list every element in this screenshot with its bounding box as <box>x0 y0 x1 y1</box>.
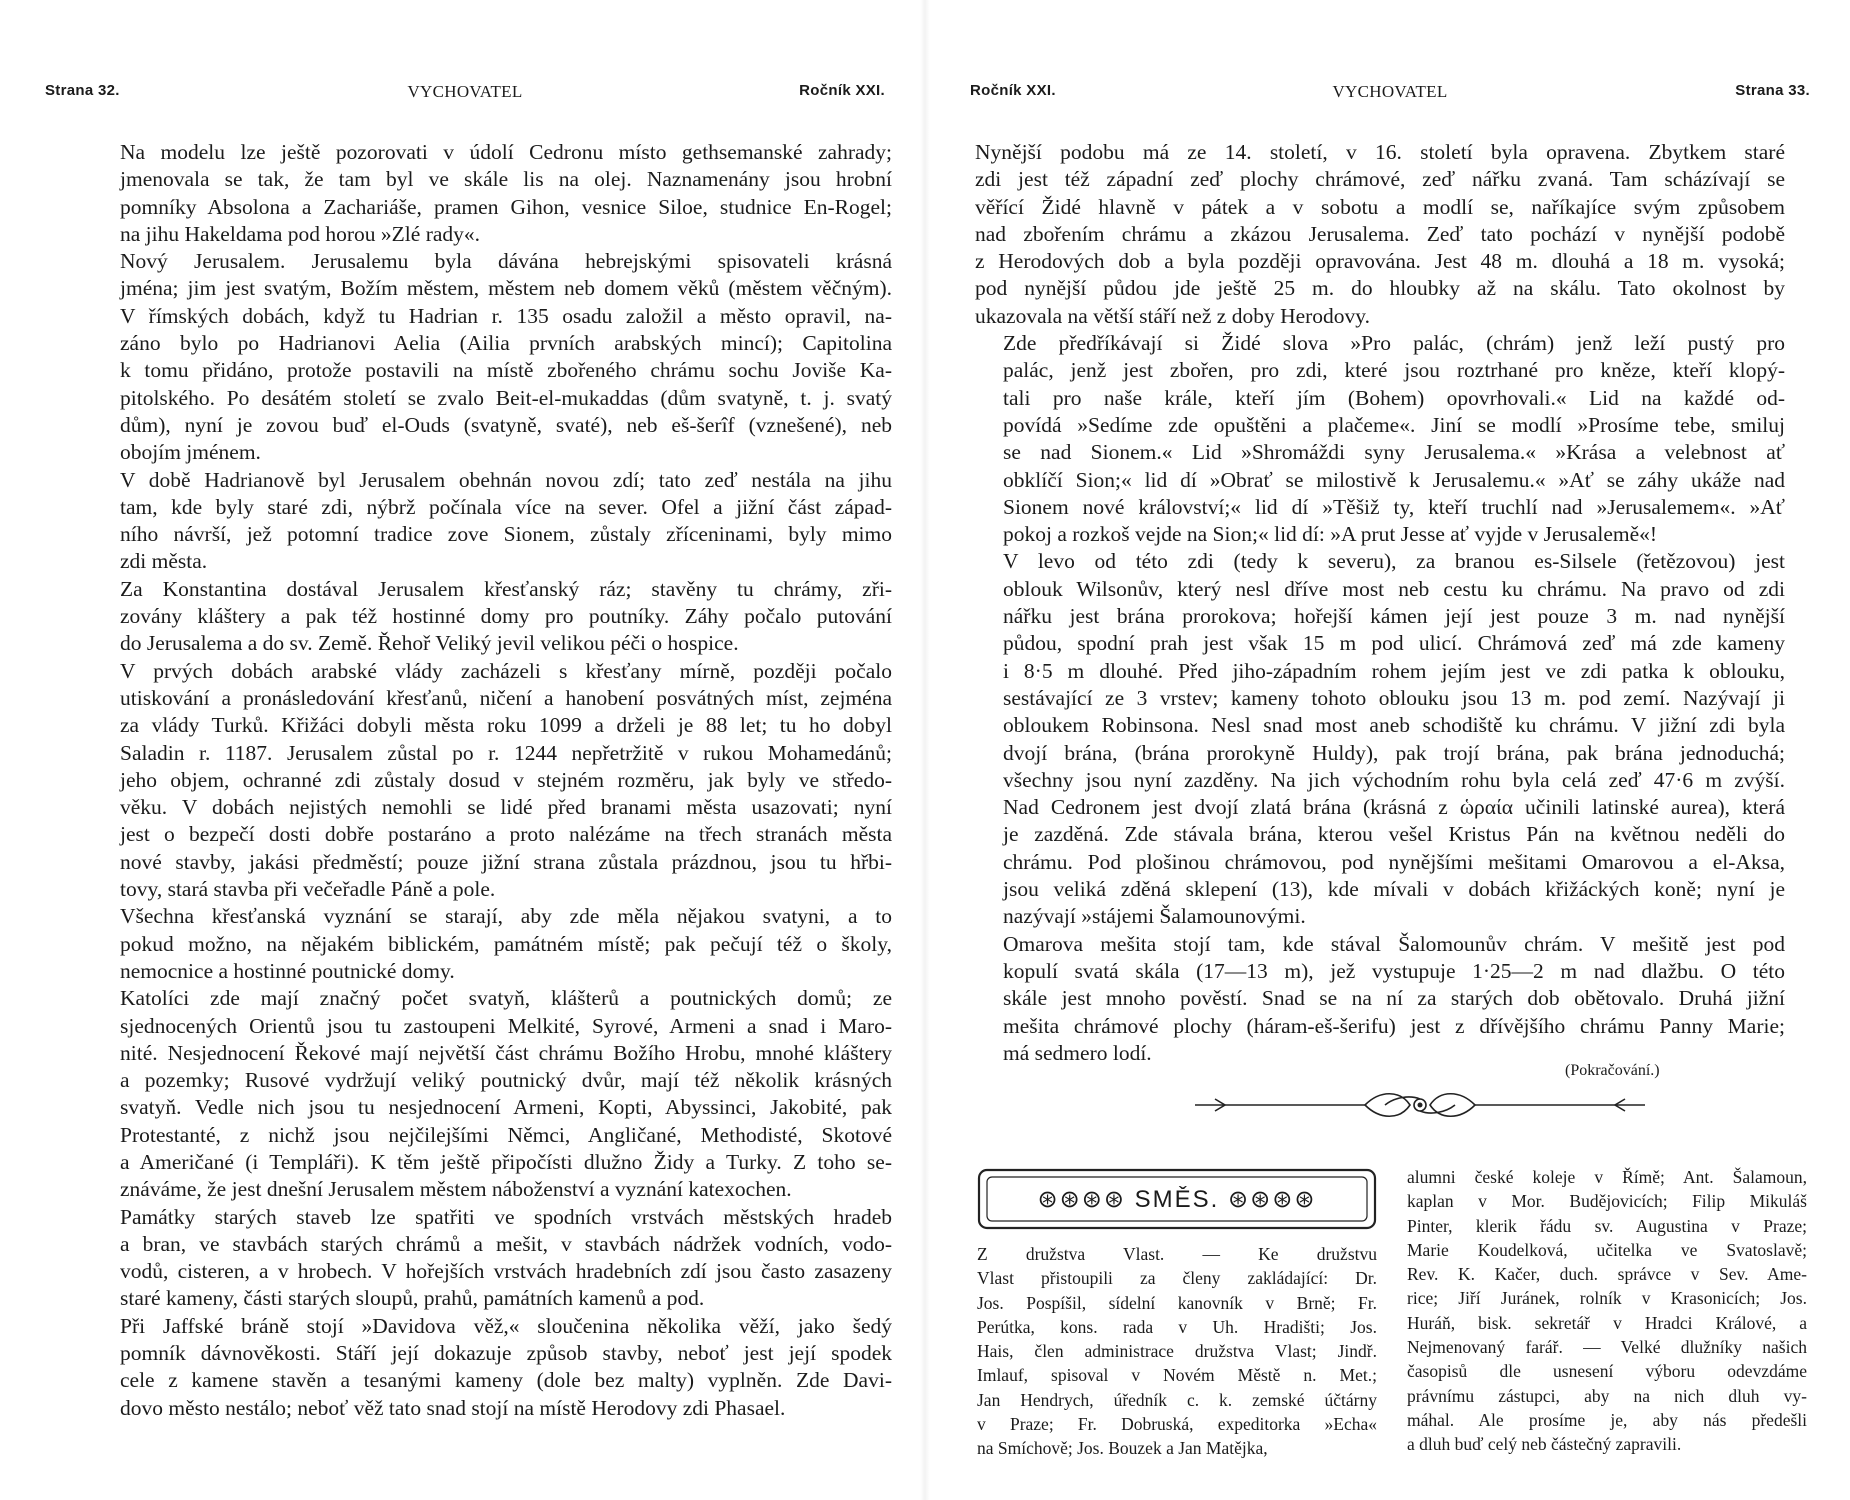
text-line: na jihu Hakeldama pod horou »Zlé rady«. <box>120 221 481 246</box>
text-line: všechny jsou nyní zazděny. Na jich východním rohu byla celá zeď 47·6 m zvýší. <box>1003 767 1785 792</box>
right-page-number: Strana 33. <box>1735 82 1810 99</box>
text-line: znáváme, že jest dnešní Jerusalem městem náboženství a vyznání katexochen. <box>120 1177 792 1202</box>
right-page <box>925 0 1850 1500</box>
text-line: jeho objem, ochranné zdi zůstaly dosud v stejném rozměru, jak byly ve středo- <box>120 767 892 792</box>
text-line: pitolského. Po desátém století se zvalo Beit-el-mukaddas (dům svatyně, t. j. svatý <box>120 385 892 410</box>
text-line: alumni české koleje v Římě; Ant. Šalamoun, <box>1407 1167 1807 1187</box>
text-line: jest o bezpečí dosti dobře postaráno a proto nalézáme na třech stranách města <box>120 822 892 847</box>
text-line: věřící Židé hlavně v pátek a v sobotu a modlí se, naříkajíce svým způsobem <box>975 194 1785 219</box>
text-line: na Smíchově; Jos. Bouzek a Jan Matějka, <box>977 1438 1268 1459</box>
text-line: Protestanté, z nichž jsou nejčilejšími Němci, Angličané, Methodisté, Skotové <box>120 1122 892 1147</box>
text-line: sestávající ze 3 vrstev; kameny tohoto oblouku jsou 13 m. pod zemí. Nazývají ji <box>1003 685 1785 710</box>
text-line: zdi jest též západní zeď plochy chrámové, zeď nářku zvaná. Tam scházívají se <box>975 167 1785 192</box>
text-line: se nad Sionem.« Lid »Shromáždi syny Jerusalema.« »Krása a velebnost ať <box>1003 440 1785 465</box>
text-line: pokoj a rozkoš vejde na Sion;« lid dí: »A prut Jesse ať vyjde v Jerusalemě«! <box>1003 522 1658 547</box>
text-line: ního návrší, jež potomní tradice zove Sionem, zůstaly zříceninami, byly mimo <box>120 522 892 547</box>
left-volume: Ročník XXI. <box>799 82 885 99</box>
text-line: Rev. K. Kačer, duch. správce v Sev. Ame- <box>1407 1264 1807 1285</box>
left-journal-title: VYCHOVATEL <box>407 82 523 101</box>
text-line: obklíčí Sion;« lid dí »Obrať se milostivě k Jerusalemu.« »Ať se záhy ukáže nad <box>1003 467 1785 492</box>
paragraph <box>92 1204 892 1313</box>
text-line: Nad Cedronem jest dvojí zlatá brána (krásná z ὡραία učinili latinské aurea), která <box>1003 795 1785 820</box>
text-line: tam, kde byly staré zdi, nýbrž počínala více na sever. Ofel a jižní část západ- <box>120 494 892 519</box>
text-line: a pozemky; Rusové vydržují veliký poutnický dvůr, mají též několik krásných <box>120 1068 892 1093</box>
paragraph <box>92 248 892 466</box>
text-line: Huráň, bisk. sekretář v Hradci Králové, a <box>1407 1312 1807 1333</box>
text-line: kopulí svatá skála (17—13 m), jež vystupuje 1·25—2 m nad dlažbu. O této <box>1003 958 1785 983</box>
text-line: tovy, stará stavba při večeřadle Páně a pole. <box>120 877 496 902</box>
text-line: V prvých dobách arabské vlády zacházeli s křesťany mírně, později počalo <box>120 658 892 683</box>
text-line: do Jerusalema a do sv. Země. Řehoř Veliký jevil velikou péči o hospice. <box>120 631 739 656</box>
text-line: kaplan v Mor. Budějovicích; Filip Mikuláš <box>1407 1191 1807 1212</box>
text-line: časopisů dle usnesení výboru odevzdáme <box>1407 1361 1807 1382</box>
text-line: Z družstva Vlast. — Ke družstvu <box>977 1244 1377 1264</box>
text-line: Za Konstantina dostával Jerusalem křesťanský ráz; stavěny tu chrámy, zři- <box>120 576 892 601</box>
text-line: Saladin r. 1187. Jerusalem zůstal po r. 1244 nepřetržitě v rukou Mohamedánů; <box>120 740 892 765</box>
text-line: sjednocených Orientů jsou tu zastoupeni Melkité, Syrové, Armeni a snad i Maro- <box>120 1013 892 1038</box>
right-body-text <box>975 139 1785 1067</box>
text-line: skále jest mnoho pověstí. Snad se na ní za starých dob obětovalo. Druhá jižní <box>1003 986 1785 1011</box>
smes-heading: ⊛⊛⊛⊛ SMĚS. ⊛⊛⊛⊛ <box>1037 1186 1317 1213</box>
text-line: oblouk Wilsonův, který nesl dříve most neb cestu ku chrámu. Na pravo od zdi <box>1003 576 1785 601</box>
text-line: Nový Jerusalem. Jerusalemu byla dávána hebrejskými spisovateli krásná <box>120 249 892 274</box>
text-line: Všechna křesťanská vyznání se starají, aby zde měla nějakou svatyni, a to <box>120 904 892 929</box>
text-line: V římských dobách, když tu Hadrian r. 135 osadu založil a město opravil, na- <box>120 303 892 328</box>
text-line: a Američané (i Templáři). K těm ještě připočísti dlužno Židy a Turky. Z toho se- <box>120 1149 892 1174</box>
text-line: Katolíci zde mají značný počet svatyň, klášterů a poutnických domů; ze <box>120 986 892 1011</box>
text-line: ukazovala na větší stáří než z doby Herodovy. <box>975 303 1371 328</box>
text-line: nité. Nesjednocení Řekové mají největší část chrámu Božího Hrobu, mnohé kláštery <box>120 1040 892 1065</box>
text-line: mešita chrámové plochy (háram-eš-šerifu) jest z dřívějšího chrámu Panny Marie; <box>1003 1013 1785 1038</box>
text-line: pokud možno, na nějakém biblickém, památném místě; pak pečují též o školy, <box>120 931 892 956</box>
text-line: pomník dávnověkosti. Stáří její dokazuje způsob stavby, neboť jest její spodek <box>120 1341 892 1366</box>
text-line: zdi města. <box>120 549 208 574</box>
text-line: obloukem Robinsona. Nesl snad most aneb schodiště ku chrámu. V jižní zdi byla <box>1003 713 1785 738</box>
text-line: je zazděná. Zde stávala brána, kterou vešel Kristus Pán na květnou neděli do <box>1003 822 1785 847</box>
text-line: i 8·5 m dlouhé. Před jiho-západním rohem jejím jest ve zdi patka k oblouku, <box>1003 658 1785 683</box>
text-line: v Praze; Fr. Dobruská, expeditorka »Echa« <box>977 1414 1377 1435</box>
paragraph <box>975 931 1785 1067</box>
paragraph <box>92 985 892 1203</box>
paragraph <box>92 576 892 658</box>
ornament-divider <box>1185 1085 1655 1125</box>
paragraph <box>92 658 892 904</box>
text-line: chrámu. Pod plošinou chrámovou, pod nynějšími mešitami Omarovou a el-Aksa, <box>1003 849 1785 874</box>
text-line: k tomu přidáno, protože postavili na místě zbořeného chrámu sochu Joviše Ka- <box>120 358 892 383</box>
text-line: Jan Hendrych, úředník c. k. zemské účtárny <box>977 1389 1377 1410</box>
paragraph <box>92 467 892 576</box>
paragraph <box>975 139 1785 330</box>
left-running-header <box>45 0 885 101</box>
left-body-text <box>92 139 892 1422</box>
text-line: dům), nyní je zovou buď el-Ouds (svatyně, svaté), neb eš-šerîf (vznešené), neb <box>120 412 892 437</box>
text-line: jmenovala se tak, že tam byl ve skále lis na olej. Naznamenány jsou hrobní <box>120 167 892 192</box>
text-line: Hais, člen administrace družstva Vlast; Jindř. <box>977 1341 1377 1362</box>
text-line: V době Hadrianově byl Jerusalem obehnán novou zdí; tato zeď nestála na jihu <box>120 467 892 492</box>
text-line: Sionem nové království;« lid dí »Těšiž ty, kteří truchlí nad »Jerusalemem«. »Ať <box>1003 494 1785 519</box>
text-line: a bran, ve stavbách starých chrámů a mešit, v stavbách nádržek vodních, vodo- <box>120 1231 892 1256</box>
text-line: obojím jménem. <box>120 440 261 465</box>
right-running-header <box>970 0 1810 101</box>
text-line: Pinter, klerik řádu sv. Augustina v Praze; <box>1407 1215 1807 1236</box>
text-line: nové stavby, jakási předměstí; pouze jižní strana zůstala prázdnou, jsou tu hřbi- <box>120 849 892 874</box>
text-line: Při Jaffské bráně stojí »Davidova věž,« sloučenina několika věží, jako šedý <box>120 1313 892 1338</box>
left-page-number: Strana 32. <box>45 82 120 99</box>
text-line: jsou veliká zděná sklepení (13), kde mívali v dobách křižáckých koně; nyní je <box>1003 877 1785 902</box>
text-line: Jos. Pospíšil, sídelní kanovník v Brně; Fr. <box>977 1292 1377 1313</box>
text-line: Marie Koudelková, učitelka ve Svatoslavě; <box>1407 1239 1807 1260</box>
text-line: rice; Jiří Juránek, rolník v Krasonicích; Jos. <box>1407 1288 1807 1309</box>
text-line: vodů, cisteren, a v hrobech. V hořejších vrstvách hradebních zdí jsou často zasazeny <box>120 1259 892 1284</box>
text-line: Vlast přistoupili za členy zakládající: Dr. <box>977 1268 1377 1289</box>
text-line: dvojí brána, (brána prorokyně Huldy), pak trojí brána, pak brána jednoduchá; <box>1003 740 1785 765</box>
text-line: právnímu zástupci, aby na nich dluh vy- <box>1407 1385 1807 1406</box>
text-line: tali pro naše krále, kteří jím (Bohem) opovrhovali.« Lid na každé od- <box>1003 385 1785 410</box>
text-line: nad zbořením chrámu a zkázou Jerusalema. Zeď tato pochází v nynější podobě <box>975 221 1785 246</box>
text-line: cele z kamene stavěn a tesanými kameny (dole bez malty) vyplněn. Zde Davi- <box>120 1368 892 1393</box>
text-line: pomníky Absolona a Zachariáše, pramen Gihon, vesnice Siloe, studnice En-Rogel; <box>120 194 892 219</box>
text-line: Na modelu lze ještě pozorovati v údolí Cedronu místo gethsemanské zahrady; <box>120 140 892 164</box>
paragraph <box>92 1313 892 1422</box>
right-journal-title: VYCHOVATEL <box>1332 82 1448 101</box>
text-line: nazývají »stájemi Šalamounovými. <box>1003 904 1306 929</box>
smes-left-column <box>977 1242 1377 1461</box>
paragraph <box>92 139 892 248</box>
text-line: za vlády Turků. Křižáci dobyli města roku 1099 a drželi je 88 let; tu ho dobyl <box>120 713 892 738</box>
text-line: svatyň. Vedle nich jsou tu nesjednocení Armeni, Kopti, Abyssinci, Jakobité, pak <box>120 1095 892 1120</box>
text-line: jména; jim jest svatým, Božím městem, městem neb domem věků (městem věčným). <box>120 276 892 301</box>
text-line: máhal. Ale prosíme je, aby nás předešli <box>1407 1409 1807 1430</box>
text-line: má sedmero lodí. <box>1003 1040 1152 1065</box>
text-line: dovo město nestálo; neboť věž tato snad stojí na místě Herodovy zdi Phasael. <box>120 1395 786 1420</box>
right-volume: Ročník XXI. <box>970 82 1056 99</box>
text-line: V levo od této zdi (tedy k severu), za branou es-Silsele (řetězovou) jest <box>1003 549 1785 574</box>
text-line: pod nynější půdou jde ještě 25 m. do hloubky až na skálu. Tato okolnost by <box>975 276 1785 301</box>
paragraph <box>92 903 892 985</box>
text-line: Zde předříkávají si Židé slova »Pro palác, (chrám) jenž leží pustý pro <box>1003 331 1785 356</box>
text-line: z Herodových dob a byla později opravována. Jest 48 m. dlouhá a 18 m. vysoká; <box>975 249 1785 274</box>
continued-note: (Pokračování.) <box>1565 1062 1660 1079</box>
text-line: Nynější podobu má ze 14. století, v 16. století byla opravena. Zbytkem staré <box>975 140 1785 164</box>
paragraph <box>975 330 1785 548</box>
text-line: Nejmenovaný farář. — Velké dlužníky našich <box>1407 1337 1807 1358</box>
text-line: zovány kláštery a pak též hostinné domy pro poutníky. Záhy počalo putování <box>120 604 892 629</box>
text-line: půdou, spodní prah jest však 15 m pod ulicí. Chrámová zeď má zde kameny <box>1003 631 1785 656</box>
text-line: nářku jest brána prorokova; hořejší kámen její jest pouze 3 m. nad nynější <box>1003 604 1785 629</box>
text-line: Perútka, kons. rada v Uh. Hradišti; Jos. <box>977 1316 1377 1337</box>
text-line: věku. V dobách nejistých nemohli se lidé před branami města usazovati; nyní <box>120 795 892 820</box>
text-line: povídá »Sedíme zde opuštěni a plačeme«. Jiní se modlí »Prosíme tebe, smiluj <box>1003 412 1785 437</box>
text-line: Imlauf, spisoval v Novém Městě n. Met.; <box>977 1365 1377 1386</box>
smes-heading-box <box>977 1168 1377 1230</box>
text-line: Památky starých staveb lze spatřiti ve spodních vrstvách městských hradeb <box>120 1204 892 1229</box>
paragraph <box>975 548 1785 930</box>
text-line: utiskování a pronásledování křesťanů, ničení a hanobení posvátných míst, zejména <box>120 685 892 710</box>
text-line: staré kameny, části starých sloupů, prahů, památních kamenů a pod. <box>120 1286 705 1311</box>
text-line: záno bylo po Hadrianovi Aelia (Ailia prvních arabských mincí); Capitolina <box>120 331 892 356</box>
text-line: a dluh buď celý neb částečný zapravili. <box>1407 1434 1682 1455</box>
smes-right-column <box>1407 1165 1807 1457</box>
text-line: Omarova mešita stojí tam, kde stával Šalomounův chrám. V mešitě jest pod <box>1003 931 1785 956</box>
text-line: palác, jenž jest zbořen, pro zdi, které jsou roztrhané pro kněze, kteří klopý- <box>1003 358 1785 383</box>
text-line: nemocnice a hostinné poutnické domy. <box>120 958 455 983</box>
